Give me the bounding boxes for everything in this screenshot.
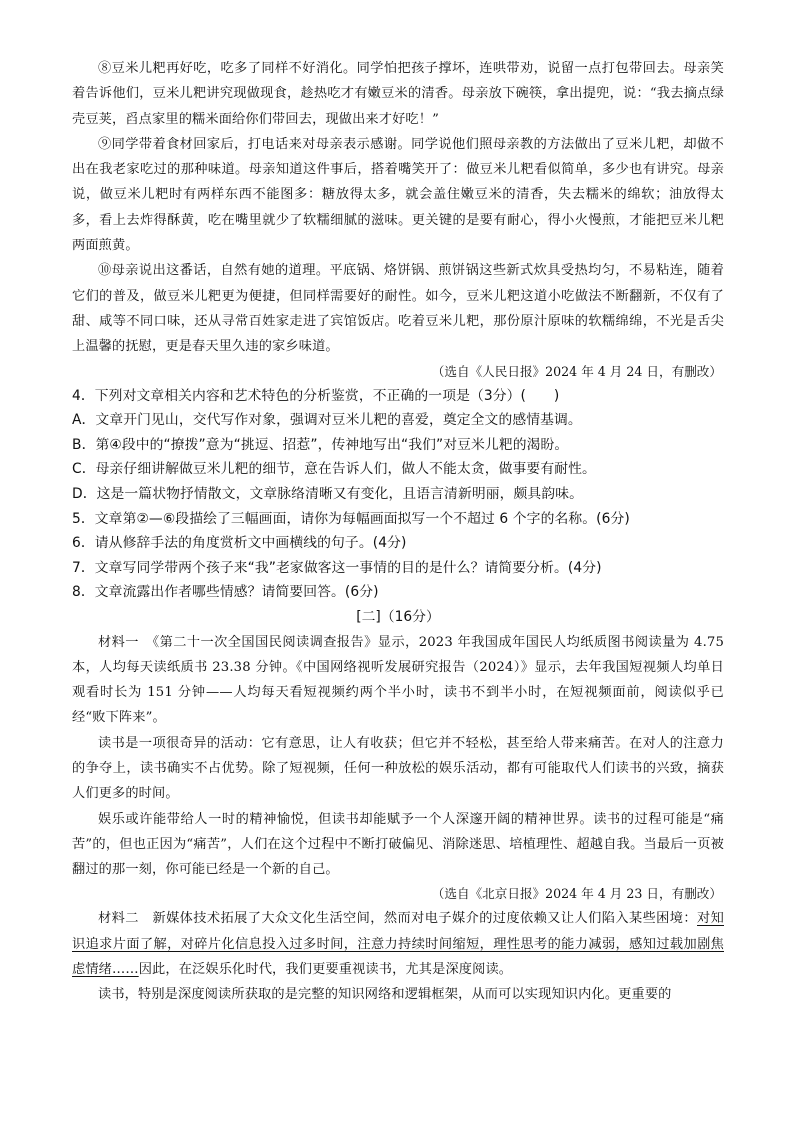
underlined-sentence: 对知识追求片面了解，对碎片化信息投入过多时间，注意力持续时间缩短，理性思考的能力减弱，感知过载加剧焦虑情绪…… bbox=[72, 911, 724, 978]
question-4-option-a: A．文章开门见山，交代写作对象，强调对豆米儿粑的喜爱，奠定全文的感情基调。 bbox=[72, 412, 582, 429]
material-2-intro: 材料二 新媒体技术拓展了大众文化生活空间，然而对电子媒介的过度依赖又让人们陷入某些困境： bbox=[98, 911, 698, 927]
question-6: 6．请从修辞手法的角度赏析文中画横线的句子。(4分) bbox=[72, 535, 407, 552]
material-1-source: （选自《北京日报》2024 年 4 月 23 日，有删改） bbox=[431, 886, 722, 902]
article-paragraph-10: ⑩母亲说出这番话，自然有她的道理。平底锅、烙饼锅、煎饼锅这些新式炊具受热均匀，不易粘连，随着它们的普及，做豆米儿粑更为便捷，但同样需要好的耐性。如今，豆米儿粑这道小吃做法不断翻新，不仅有了甜、咸等不同口味，还从寻常百姓家走进了宾馆饭店。吃着豆米儿粑，那份原汁原味的软糯绵绵，不光是舌尖上温馨的抚慰，更是春天里久违的家乡味道。 bbox=[72, 263, 724, 355]
question-4-option-c: C．母亲仔细讲解做豆米儿粑的细节，意在告诉人们，做人不能太贪，做事要有耐性。 bbox=[72, 461, 596, 478]
material-1-paragraph-3: 娱乐或许能带给人一时的精神愉悦，但读书却能赋予一个人深邃开阔的精神世界。读书的过程可能是“痛苦”的，但也正因为“痛苦”，人们在这个过程中不断打破偏见、消除迷思、培植理性、超越自我。当最后一页被翻过的那一刻，你可能已经是一个新的自己。 bbox=[72, 811, 724, 878]
article-paragraph-9: ⑨同学带着食材回家后，打电话来对母亲表示感谢。同学说他们照母亲教的方法做出了豆米儿粑，却做不出在我老家吃过的那种味道。母亲知道这件事后，搭着嘴笑开了：做豆米儿粑看似简单，多少也有讲究。母亲说，做豆米儿粑时有两样东西不能图多：糖放得太多，就会盖住嫩豆米的清香，失去糯米的绵软；油放得太多，看上去炸得酥黄，吃在嘴里就少了软糯细腻的滋味。更关键的是要有耐心，得小火慢煎，才能把豆米儿粑两面煎黄。 bbox=[72, 136, 724, 254]
material-2-conclusion: 因此，在泛娱乐化时代，我们更要重视读书，尤其是深度阅读。 bbox=[138, 962, 513, 978]
material-1-paragraph-1: 材料一 《第二十一次全国国民阅读调查报告》显示，2023 年我国成年国民人均纸质图书阅读量为 4.75 本，人均每天读纸质书 23.38 分钟。《中国网络视听发展研究报告（2024）》显示，去年我国短视频人均单日观看时长为 151 分钟——人均每天看短视频约两个半小时，读书不到半小时，在短视频面前，阅读似乎已经“败下阵来”。 bbox=[72, 634, 724, 726]
question-7: 7．文章写同学带两个孩子来“我”老家做客这一事情的目的是什么？请简要分析。(4分) bbox=[72, 559, 602, 576]
exam-page bbox=[72, 56, 724, 1008]
question-5: 5．文章第②—⑥段描绘了三幅画面，请你为每幅画面拟写一个不超过 6 个字的名称。(6分) bbox=[72, 510, 630, 527]
question-4: 4．下列对文章相关内容和艺术特色的分析鉴赏，不正确的一项是（3分）( ) bbox=[72, 387, 560, 404]
article-paragraph-8: ⑧豆米儿粑再好吃，吃多了同样不好消化。同学怕把孩子撑坏，连哄带劝，说留一点打包带回去。母亲笑着告诉他们，豆米儿粑讲究现做现食，趁热吃才有嫩豆米的清香。母亲放下碗筷，拿出提兜，说：“我去摘点绿壳豆荚，舀点家里的糯米面给你们带回去，现做出来才好吃！” bbox=[72, 61, 724, 127]
material-1-paragraph-2: 读书是一项很奇异的活动：它有意思，让人有收获；但它并不轻松，甚至给人带来痛苦。在对人的注意力的争夺上，读书确实不占优势。除了短视频，任何一种放松的娱乐活动，都有可能取代人们读书的兴致，摘获人们更多的时间。 bbox=[72, 735, 724, 802]
section-2-title: [二]（16分） bbox=[356, 608, 440, 625]
material-2-paragraph-2: 读书，特别是深度阅读所获取的是完整的知识网络和逻辑框架，从而可以实现知识内化。更重要的 bbox=[98, 987, 672, 1003]
material-2-paragraph-1 bbox=[72, 906, 724, 982]
article-source: （选自《人民日报》2024 年 4 月 24 日，有删改） bbox=[431, 363, 722, 379]
question-4-option-d: D．这是一篇状物抒情散文，文章脉络清晰又有变化，且语言清新明丽，颇具韵味。 bbox=[72, 485, 584, 502]
question-list bbox=[72, 384, 724, 605]
question-4-option-b: B．第④段中的“撩拨”意为“挑逗、招惹”，传神地写出“我们”对豆米儿粑的渴盼。 bbox=[72, 436, 569, 453]
question-8: 8．文章流露出作者哪些情感？请简要回答。(6分) bbox=[72, 584, 379, 601]
